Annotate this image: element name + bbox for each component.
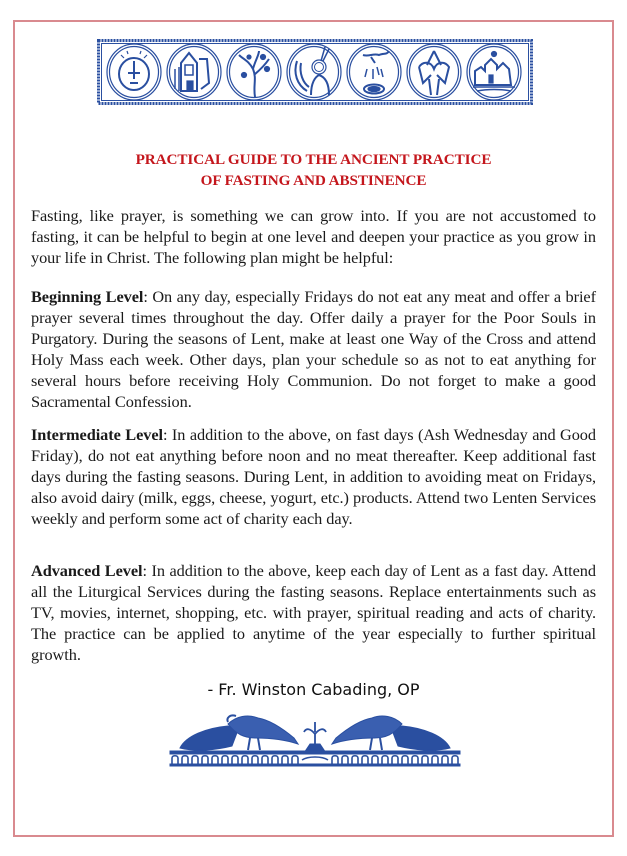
advanced-level-paragraph — [31, 560, 596, 665]
intermediate-level-heading: Intermediate Level — [31, 425, 163, 444]
intro-paragraph: Fasting, like prayer, is something we can grow into. If you are not accustomed to fasting, it can be helpful to begin at one level and deepen your practice as you grow in your life in Christ. The following plan might be helpful: — [31, 206, 596, 267]
title-line-2: OF FASTING AND ABSTINENCE — [200, 172, 427, 189]
intermediate-level-text: : In addition to the above, on fast days (Ash Wednesday and Good Friday), do not eat anything before noon and no meat thereafter. Keep additional fast days during the fasting seasons. During Lent, in addition to avoiding meat on Fridays, also avoid dairy (milk, eggs, cheese, yogurt, etc.) products. Attend two Lenten Services weekly and perform some act of charity each day. — [31, 425, 596, 528]
peacocks-fountain-ornament-icon — [166, 710, 464, 768]
advanced-level-heading: Advanced Level — [31, 561, 143, 580]
beginning-level-heading: Beginning Level — [31, 287, 144, 306]
title-line-1: PRACTICAL GUIDE TO THE ANCIENT PRACTICE — [135, 151, 492, 168]
medallion-banner — [97, 39, 533, 105]
advanced-level-text: : In addition to the above, keep each day of Lent as a fast day. Attend all the Liturgical Services during the fasting seasons. Replace entertainments such as TV, movies, internet, shopping, etc. with prayer, spiritual reading and acts of charity. The practice can be applied to anytime of the year especially to further spiritual growth. — [31, 561, 596, 664]
angel-medallion-icon — [287, 44, 341, 100]
beginning-level-paragraph — [31, 286, 596, 412]
intermediate-level-paragraph — [31, 424, 596, 529]
beginning-level-text: : On any day, especially Fridays do not eat any meat and offer a brief prayer several times throughout the day. Offer daily a prayer for the Poor Souls in Purgatory. During the seasons of Lent, make at least one Way of the Cross and attend Holy Mass each week. Other days, plan your schedule so as not to eat anything for several hours before receiving Holy Communion. Do not forget to make a good Sacramental Confession. — [31, 287, 596, 411]
dove-font-medallion-icon — [347, 44, 401, 100]
wreath-face-medallion-icon — [107, 44, 161, 100]
shrine-figure-medallion-icon — [167, 44, 221, 100]
seraph-medallion-icon — [407, 44, 461, 100]
church-city-medallion-icon — [467, 44, 521, 100]
author-signature: - Fr. Winston Cabading, OP — [207, 680, 420, 699]
grapevine-medallion-icon — [227, 44, 281, 100]
page-title — [31, 149, 596, 191]
